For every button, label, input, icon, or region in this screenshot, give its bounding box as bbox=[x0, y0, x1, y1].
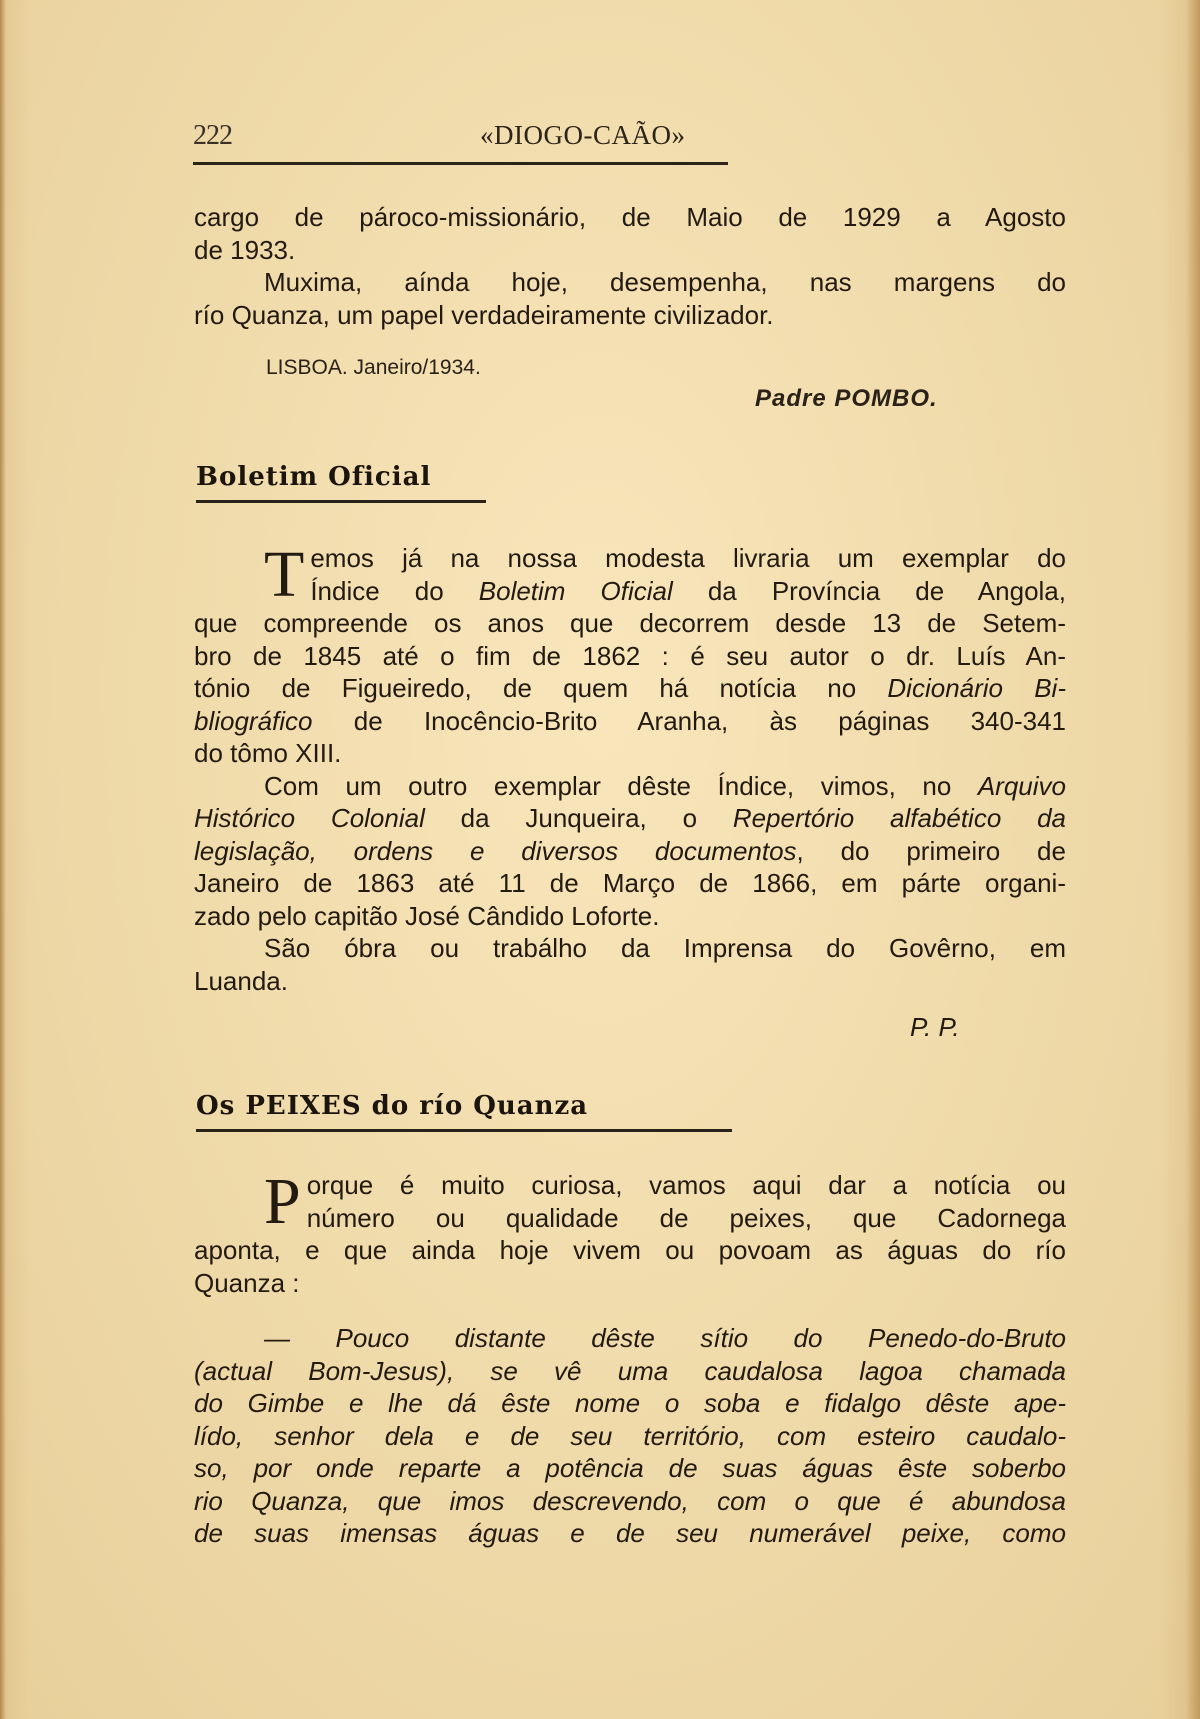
text-line bbox=[194, 802, 1066, 835]
text-run: da Junqueira, o bbox=[424, 803, 733, 833]
text-line: Muxima, aínda hoje, desempenha, nas margens do bbox=[264, 267, 1066, 297]
text-line: bro de 1845 até o fim de 1862 : é seu autor o dr. Luís An- bbox=[194, 640, 1066, 671]
quote-line: (actual Bom-Jesus), se vê uma caudalosa lagoa chamada bbox=[194, 1355, 1066, 1386]
drop-cap: T bbox=[264, 538, 305, 611]
quote-line: — Pouco distante dêste sítio do Penedo-do-Bruto bbox=[264, 1323, 1066, 1353]
text-line: Quanza : bbox=[194, 1267, 300, 1298]
author-signature: Padre POMBO. bbox=[755, 385, 938, 412]
text-line: río Quanza, um papel verdadeiramente civilizador. bbox=[194, 299, 774, 330]
dateline: LISBOA. Janeiro/1934. bbox=[266, 356, 481, 379]
boletim-paragraph-1 bbox=[194, 538, 1066, 770]
cadornega-quote bbox=[194, 1322, 1066, 1550]
quote-line: so, por onde reparte a potência de suas águas êste soberbo bbox=[194, 1453, 1066, 1483]
text-line: do tômo XIII. bbox=[194, 738, 342, 768]
text-run: Índice do bbox=[310, 575, 479, 606]
boletim-article bbox=[194, 538, 1066, 997]
text-line: de 1933. bbox=[194, 234, 296, 265]
text-line: Janeiro de 1863 até 11 de Março de 1866, em párte organi- bbox=[194, 868, 1066, 898]
italic-title: Arquivo bbox=[977, 770, 1066, 801]
page-right-edge bbox=[1186, 0, 1200, 1719]
text-line bbox=[194, 835, 1066, 868]
boletim-paragraph-3 bbox=[194, 932, 1066, 997]
quote-line: do Gimbe e lhe dá êste nome o soba e fidalgo dêste ape- bbox=[194, 1388, 1066, 1418]
text-line: São óbra ou trabálho da Imprensa do Govêrno, em bbox=[264, 933, 1066, 963]
intro-paragraph bbox=[194, 201, 1066, 331]
quote-line: rio Quanza, que imos descrevendo, com o que é abundosa bbox=[194, 1485, 1066, 1516]
text-line bbox=[194, 575, 1066, 608]
text-line: orque é muito curiosa, vamos aqui dar a notícia ou bbox=[306, 1170, 1066, 1200]
quote-line: lído, senhor dela e de seu território, com esteiro caudalo- bbox=[194, 1420, 1066, 1451]
text-run: de Inocêncio-Brito Aranha, às páginas 340-341 bbox=[312, 705, 1066, 736]
text-line: cargo de pároco-missionário, de Maio de 1929 a Agosto bbox=[194, 202, 1066, 232]
drop-cap: P bbox=[264, 1165, 301, 1238]
text-line bbox=[194, 705, 1066, 738]
text-run: tónio de Figueiredo, de quem há notícia no bbox=[194, 673, 888, 703]
italic-title: bliográfico bbox=[194, 705, 313, 736]
text-run: da Província de Angola, bbox=[672, 575, 1066, 606]
text-line bbox=[194, 770, 1066, 803]
italic-title: Dicionário Bi- bbox=[887, 673, 1066, 703]
text-line: zado pelo capitão José Cândido Loforte. bbox=[194, 900, 660, 931]
text-line: que compreende os anos que decorrem desde 13 de Setem- bbox=[194, 608, 1066, 638]
peixes-paragraph-1 bbox=[194, 1165, 1066, 1299]
text-line: número ou qualidade de peixes, que Cadornega bbox=[306, 1202, 1066, 1233]
boletim-paragraph-2 bbox=[194, 770, 1066, 933]
text-line: aponta, e que ainda hoje vivem ou povoam as águas do río bbox=[194, 1235, 1066, 1265]
journal-title: «DIOGO-CAÃO» bbox=[480, 120, 686, 150]
italic-title: Repertório alfabético da bbox=[732, 803, 1066, 833]
text-run: , do primeiro de bbox=[796, 835, 1066, 866]
text-line: emos já na nossa modesta livraria um exemplar do bbox=[310, 543, 1066, 573]
page-left-edge bbox=[0, 0, 6, 1719]
page-number: 222 bbox=[193, 120, 232, 151]
text-line bbox=[194, 672, 1066, 705]
italic-title: legislação, ordens e diversos documentos bbox=[194, 835, 797, 866]
italic-title: Histórico Colonial bbox=[194, 803, 425, 833]
initials-signature: P. P. bbox=[910, 1012, 960, 1042]
quote-line: de suas imensas águas e de seu numerável peixe, como bbox=[194, 1518, 1066, 1548]
text-line: Luanda. bbox=[194, 965, 288, 996]
running-header bbox=[193, 118, 728, 165]
section-heading-boletim-oficial: Boletim Oficial bbox=[196, 462, 486, 503]
text-run: Com um outro exemplar dêste Índice, vimos, no bbox=[264, 770, 978, 801]
italic-title: Boletim Oficial bbox=[478, 575, 673, 606]
section-heading-peixes: Os PEIXES do río Quanza bbox=[196, 1091, 732, 1132]
